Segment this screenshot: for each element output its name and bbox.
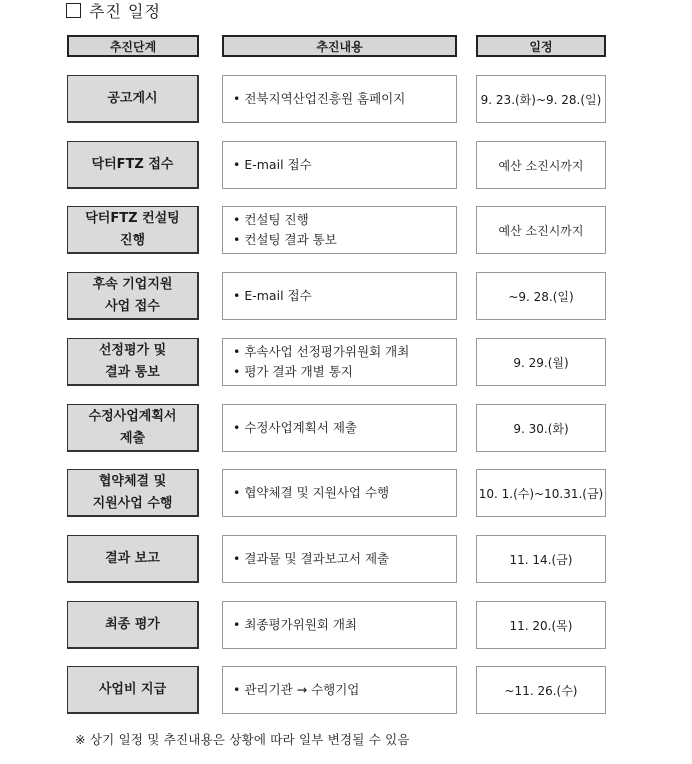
stage-text xyxy=(99,340,166,384)
content-line: • E-mail 접수 xyxy=(233,157,312,172)
schedule-text: ~11. 26.(수) xyxy=(504,683,578,698)
stage-cell xyxy=(67,75,199,123)
checkbox-square-icon xyxy=(66,3,81,18)
stage-cell xyxy=(67,469,199,517)
stage-cell xyxy=(67,206,199,254)
stage-text xyxy=(107,88,157,110)
stage-cell xyxy=(67,338,199,386)
stage-cell xyxy=(67,666,199,714)
header-stage: 추진단계 xyxy=(67,35,199,57)
schedule-text: 10. 1.(수)~10.31.(금) xyxy=(478,486,604,501)
stage-cell xyxy=(67,272,199,320)
content-line: • 최종평가위원회 개최 xyxy=(233,617,357,632)
stage-text xyxy=(89,406,177,450)
schedule-cell xyxy=(476,141,606,189)
schedule-cell xyxy=(476,206,606,254)
content-text xyxy=(233,286,312,306)
schedule-text: ~9. 28.(일) xyxy=(508,289,574,304)
content-text xyxy=(233,89,405,109)
content-line: • 수정사업계획서 제출 xyxy=(233,420,357,435)
schedule-text: 11. 20.(목) xyxy=(509,618,573,633)
stage-line: 후속 기업지원 xyxy=(92,276,173,292)
stage-cell xyxy=(67,601,199,649)
schedule-cell xyxy=(476,75,606,123)
stage-text xyxy=(105,614,160,636)
content-line: • 평가 결과 개별 통지 xyxy=(233,364,353,379)
stage-line: 결과 보고 xyxy=(105,550,160,566)
content-cell xyxy=(222,469,457,517)
schedule-cell xyxy=(476,272,606,320)
footnote: ※ 상기 일정 및 추진내용은 상황에 따라 일부 변경될 수 있음 xyxy=(75,732,410,747)
stage-cell xyxy=(67,404,199,452)
stage-line: 사업 접수 xyxy=(105,298,160,314)
stage-cell xyxy=(67,535,199,583)
schedule-text: 11. 14.(금) xyxy=(509,552,573,567)
schedule-text: 9. 23.(화)~9. 28.(일) xyxy=(480,92,602,107)
content-line: • E-mail 접수 xyxy=(233,288,312,303)
content-text xyxy=(233,483,389,503)
section-title-text: 추진 일정 xyxy=(89,2,161,21)
content-cell xyxy=(222,601,457,649)
content-text xyxy=(233,155,312,175)
stage-line: 최종 평가 xyxy=(105,616,160,632)
schedule-cell xyxy=(476,601,606,649)
stage-line: 사업비 지급 xyxy=(98,681,167,697)
content-line: • 컨설팅 결과 통보 xyxy=(233,232,337,247)
stage-text xyxy=(93,274,173,318)
stage-text xyxy=(99,679,166,701)
schedule-cell xyxy=(476,338,606,386)
content-line: • 전북지역산업진흥원 홈페이지 xyxy=(233,91,406,106)
content-line: • 결과물 및 결과보고서 제출 xyxy=(233,551,390,566)
content-cell xyxy=(222,141,457,189)
stage-text xyxy=(105,548,160,570)
schedule-cell xyxy=(476,666,606,714)
stage-line: 지원사업 수행 xyxy=(92,495,173,511)
stage-text xyxy=(85,208,180,252)
header-schedule: 일정 xyxy=(476,35,606,57)
schedule-text: 예산 소진시까지 xyxy=(498,223,584,238)
content-line: • 컨설팅 진행 xyxy=(233,212,309,227)
content-cell xyxy=(222,535,457,583)
stage-line: 결과 통보 xyxy=(105,364,160,380)
stage-line: 수정사업계획서 xyxy=(88,408,177,424)
stage-line: 선정평가 및 xyxy=(98,342,167,358)
stage-line: 진행 xyxy=(119,232,146,248)
content-text xyxy=(233,549,389,569)
content-cell xyxy=(222,404,457,452)
content-cell xyxy=(222,75,457,123)
content-text xyxy=(233,418,357,438)
stage-text xyxy=(93,471,173,515)
schedule-cell xyxy=(476,535,606,583)
stage-line: 공고게시 xyxy=(107,90,158,106)
section-title xyxy=(66,2,161,22)
content-text xyxy=(233,210,337,250)
schedule-cell xyxy=(476,404,606,452)
content-line: • 협약체결 및 지원사업 수행 xyxy=(233,485,390,500)
content-text xyxy=(233,615,357,635)
schedule-text: 예산 소진시까지 xyxy=(498,158,584,173)
stage-line: 닥터FTZ 컨설팅 xyxy=(85,210,180,226)
content-line: • 후속사업 선정평가위원회 개최 xyxy=(233,344,410,359)
content-cell xyxy=(222,666,457,714)
content-cell xyxy=(222,272,457,320)
schedule-cell xyxy=(476,469,606,517)
content-text xyxy=(233,680,359,700)
stage-line: 닥터FTZ 접수 xyxy=(91,156,174,172)
stage-line: 협약체결 및 xyxy=(98,473,167,489)
header-content: 추진내용 xyxy=(222,35,457,57)
content-cell xyxy=(222,338,457,386)
schedule-text: 9. 29.(월) xyxy=(513,355,569,370)
content-text xyxy=(233,342,409,382)
stage-line: 제출 xyxy=(119,430,146,446)
stage-cell xyxy=(67,141,199,189)
content-cell xyxy=(222,206,457,254)
content-line: • 관리기관 → 수행기업 xyxy=(233,682,360,697)
schedule-text: 9. 30.(화) xyxy=(513,421,569,436)
stage-text xyxy=(92,154,174,176)
